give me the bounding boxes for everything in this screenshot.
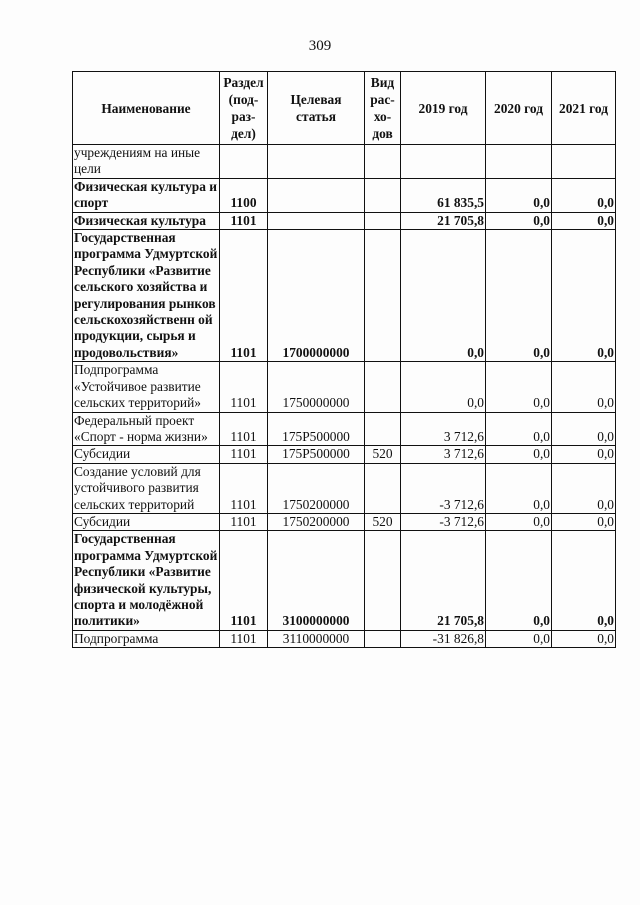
cell-y2019: 61 835,5: [401, 178, 486, 212]
cell-section: 1101: [220, 362, 268, 412]
table-row: [73, 412, 616, 446]
cell-y2020: 0,0: [486, 531, 552, 630]
cell-article: 3110000000: [268, 630, 365, 647]
cell-vid: [365, 230, 401, 362]
header-name: Наименование: [73, 72, 220, 145]
cell-article: 1750200000: [268, 463, 365, 513]
cell-section: 1101: [220, 212, 268, 229]
cell-section: [220, 145, 268, 179]
table-row: [73, 531, 616, 630]
header-article: Целевая статья: [268, 72, 365, 145]
cell-y2020: 0,0: [486, 446, 552, 463]
cell-vid: 520: [365, 513, 401, 530]
cell-name: Подпрограмма «Устойчивое развитие сельских территорий»: [73, 362, 220, 412]
cell-y2021: 0,0: [552, 230, 616, 362]
cell-y2021: 0,0: [552, 630, 616, 647]
cell-section: 1101: [220, 513, 268, 530]
cell-name: учреждениям на иные цели: [73, 145, 220, 179]
cell-article: 1750200000: [268, 513, 365, 530]
cell-y2020: 0,0: [486, 230, 552, 362]
table-row: [73, 446, 616, 463]
cell-section: 1101: [220, 630, 268, 647]
cell-vid: [365, 531, 401, 630]
cell-y2021: 0,0: [552, 412, 616, 446]
cell-y2021: 0,0: [552, 446, 616, 463]
table-row: [73, 230, 616, 362]
header-2019: 2019 год: [401, 72, 486, 145]
cell-article: 1700000000: [268, 230, 365, 362]
page-number: 309: [308, 38, 332, 54]
cell-y2019: [401, 145, 486, 179]
header-2021: 2021 год: [552, 72, 616, 145]
cell-y2020: 0,0: [486, 178, 552, 212]
table-row: [73, 630, 616, 647]
cell-y2021: [552, 145, 616, 179]
cell-y2019: -3 712,6: [401, 513, 486, 530]
cell-y2019: 21 705,8: [401, 212, 486, 229]
cell-name: Подпрограмма: [73, 630, 220, 647]
cell-vid: 520: [365, 446, 401, 463]
cell-vid: [365, 412, 401, 446]
cell-y2021: 0,0: [552, 463, 616, 513]
cell-y2020: 0,0: [486, 362, 552, 412]
cell-article: [268, 178, 365, 212]
table-row: [73, 178, 616, 212]
cell-article: 1750000000: [268, 362, 365, 412]
cell-y2021: 0,0: [552, 178, 616, 212]
cell-article: 3100000000: [268, 531, 365, 630]
cell-y2019: 3 712,6: [401, 446, 486, 463]
cell-y2020: [486, 145, 552, 179]
table-row: [73, 145, 616, 179]
header-vid: Вид рас-хо-дов: [365, 72, 401, 145]
cell-section: 1101: [220, 230, 268, 362]
cell-y2019: 21 705,8: [401, 531, 486, 630]
cell-y2021: 0,0: [552, 362, 616, 412]
cell-y2020: 0,0: [486, 513, 552, 530]
cell-y2021: 0,0: [552, 531, 616, 630]
cell-section: 1101: [220, 446, 268, 463]
cell-vid: [365, 145, 401, 179]
cell-vid: [365, 630, 401, 647]
cell-name: Субсидии: [73, 513, 220, 530]
cell-name: Федеральный проект «Спорт - норма жизни»: [73, 412, 220, 446]
table-row: [73, 513, 616, 530]
cell-vid: [365, 212, 401, 229]
cell-article: [268, 145, 365, 179]
cell-section: 1100: [220, 178, 268, 212]
table-row: [73, 463, 616, 513]
cell-y2020: 0,0: [486, 412, 552, 446]
cell-y2019: 0,0: [401, 230, 486, 362]
cell-y2020: 0,0: [486, 463, 552, 513]
cell-y2021: 0,0: [552, 212, 616, 229]
cell-y2019: -3 712,6: [401, 463, 486, 513]
cell-section: 1101: [220, 412, 268, 446]
header-section: Раздел (под-раз-дел): [220, 72, 268, 145]
cell-y2019: 3 712,6: [401, 412, 486, 446]
cell-y2019: 0,0: [401, 362, 486, 412]
cell-y2019: -31 826,8: [401, 630, 486, 647]
cell-vid: [365, 463, 401, 513]
cell-y2020: 0,0: [486, 212, 552, 229]
cell-article: 175P500000: [268, 446, 365, 463]
table-row: [73, 212, 616, 229]
cell-name: Субсидии: [73, 446, 220, 463]
table-body: [73, 145, 616, 648]
cell-name: Государственная программа Удмуртской Республики «Развитие сельского хозяйства и регулирования рынков сельскохозяйственн ой продукции, сырья и продовольствия»: [73, 230, 220, 362]
cell-article: [268, 212, 365, 229]
cell-article: 175P500000: [268, 412, 365, 446]
cell-vid: [365, 362, 401, 412]
cell-y2020: 0,0: [486, 630, 552, 647]
table-header-row: [73, 72, 616, 145]
cell-section: 1101: [220, 463, 268, 513]
cell-name: Государственная программа Удмуртской Республики «Развитие физической культуры, спорта и молодёжной политики»: [73, 531, 220, 630]
header-2020: 2020 год: [486, 72, 552, 145]
cell-y2021: 0,0: [552, 513, 616, 530]
budget-table: [72, 71, 616, 648]
cell-vid: [365, 178, 401, 212]
table-row: [73, 362, 616, 412]
cell-section: 1101: [220, 531, 268, 630]
cell-name: Физическая культура: [73, 212, 220, 229]
cell-name: Физическая культура и спорт: [73, 178, 220, 212]
cell-name: Создание условий для устойчивого развития сельских территорий: [73, 463, 220, 513]
